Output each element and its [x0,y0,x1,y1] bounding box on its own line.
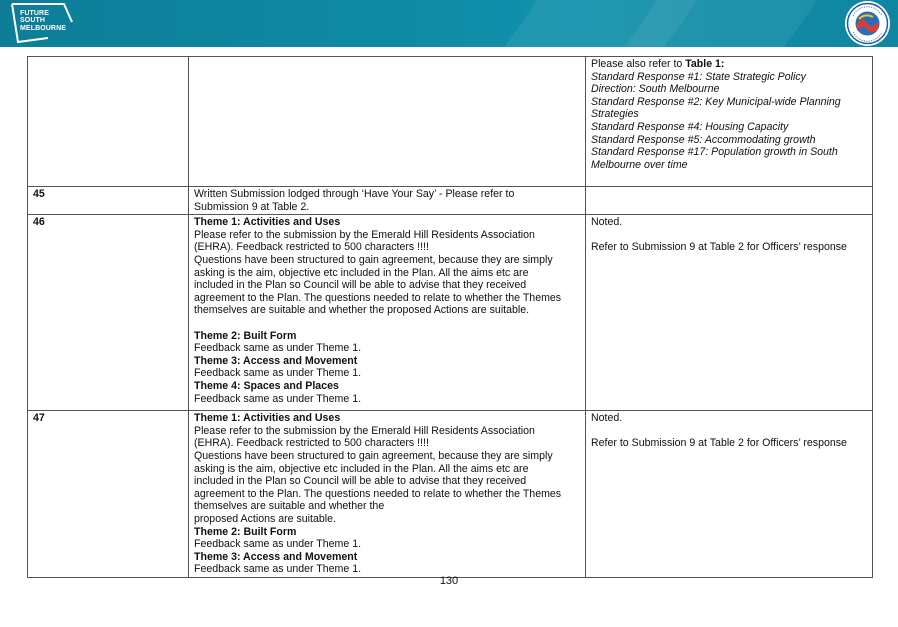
table-row [28,411,873,578]
blank-line [591,425,867,438]
submission-number: 45 [28,187,189,215]
logo-line: FUTURE [20,10,49,17]
text-line: Feedback same as under Theme 1. [194,367,362,380]
city-of-port-phillip-logo [845,1,890,46]
theme-heading: Theme 2: Built Form [194,525,297,538]
text-line: themselves are suitable and whether the proposed Actions are suitable. [194,304,530,317]
text-line: Submission 9 at Table 2. [194,200,310,213]
submissions-table [27,56,873,578]
submission-number: 47 [28,411,189,578]
submission-number [28,57,189,187]
text-line: Direction: South Melbourne [591,83,720,96]
text-line: Questions have been structured to gain agreement, because they are simply [194,449,553,462]
theme-heading: Theme 4: Spaces and Places [194,379,339,392]
text-line [591,58,867,71]
submission-text-cell [189,57,586,187]
page-number: 130 [439,575,459,587]
submission-text-cell [189,215,586,411]
logo-line: SOUTH [20,17,45,25]
text-line: Written Submission lodged through ‘Have Your Say’ - Please refer to [194,188,515,200]
text-line: Standard Response #1: State Strategic Policy [591,70,806,83]
officer-response-cell [586,187,873,215]
city-seal-icon [845,1,890,46]
theme-heading: Theme 1: Activities and Uses [194,216,341,229]
text-line: Feedback same as under Theme 1. [194,342,362,355]
table-row [28,187,873,215]
text-line: Feedback same as under Theme 1. [194,392,362,405]
officer-response-cell [586,411,873,578]
text-line: agreement to the Plan. The questions needed to relate to whether the Themes [194,487,562,500]
blank-line [194,317,580,330]
text-line: Refer to Submission 9 at Table 2 for Officers’ response [591,437,847,450]
text-line: Feedback same as under Theme 1. [194,563,362,576]
blank-line [591,229,867,242]
table-row [28,215,873,411]
theme-heading: Theme 3: Access and Movement [194,354,358,367]
text-line: Strategies [591,108,639,121]
text-line: Please refer to the submission by the Emerald Hill Residents Association [194,424,535,437]
text-line: Noted. [591,412,623,425]
text-line: Please refer to the submission by the Emerald Hill Residents Association [194,228,535,241]
text-line: (EHRA). Feedback restricted to 500 characters !!!! [194,241,429,254]
submission-text-cell [189,411,586,578]
text-line: Standard Response #4: Housing Capacity [591,120,789,133]
logo-line: MELBOURNE [20,24,67,32]
table-reference: Table 1: [685,58,725,70]
submission-number: 46 [28,215,189,411]
text-line: Standard Response #2: Key Municipal-wide Planning [591,95,841,108]
text-line: Standard Response #17: Population growth in South [591,146,838,159]
theme-heading: Theme 3: Access and Movement [194,550,358,563]
future-south-melbourne-logo [8,2,78,45]
text-line: Melbourne over time [591,158,688,171]
text-line: themselves are suitable and whether the [194,500,385,513]
text-line: asking is the aim, objective etc included in the Plan. All the aims etc are [194,266,529,279]
table-row [28,57,873,187]
text-line: agreement to the Plan. The questions needed to relate to whether the Themes [194,291,562,304]
text-line: Refer to Submission 9 at Table 2 for Officers’ response [591,241,847,254]
text-line: Standard Response #5: Accommodating growth [591,133,816,146]
text-line: proposed Actions are suitable. [194,512,336,525]
theme-heading: Theme 2: Built Form [194,329,297,342]
header-banner [0,0,898,47]
officer-response-cell [586,57,873,187]
text-line: Questions have been structured to gain agreement, because they are simply [194,253,553,266]
theme-heading: Theme 1: Activities and Uses [194,412,341,425]
text-line: (EHRA). Feedback restricted to 500 characters !!!! [194,437,429,450]
text-line: Feedback same as under Theme 1. [194,538,362,551]
text-line: included in the Plan so Council will be able to advise that they received [194,475,527,488]
submission-text-cell [189,187,586,215]
text-line: Noted. [591,216,623,229]
text-line: asking is the aim, objective etc included in the Plan. All the aims etc are [194,462,529,475]
officer-response-cell [586,215,873,411]
text-segment: Please also refer to [591,58,686,70]
text-line: included in the Plan so Council will be able to advise that they received [194,279,527,292]
